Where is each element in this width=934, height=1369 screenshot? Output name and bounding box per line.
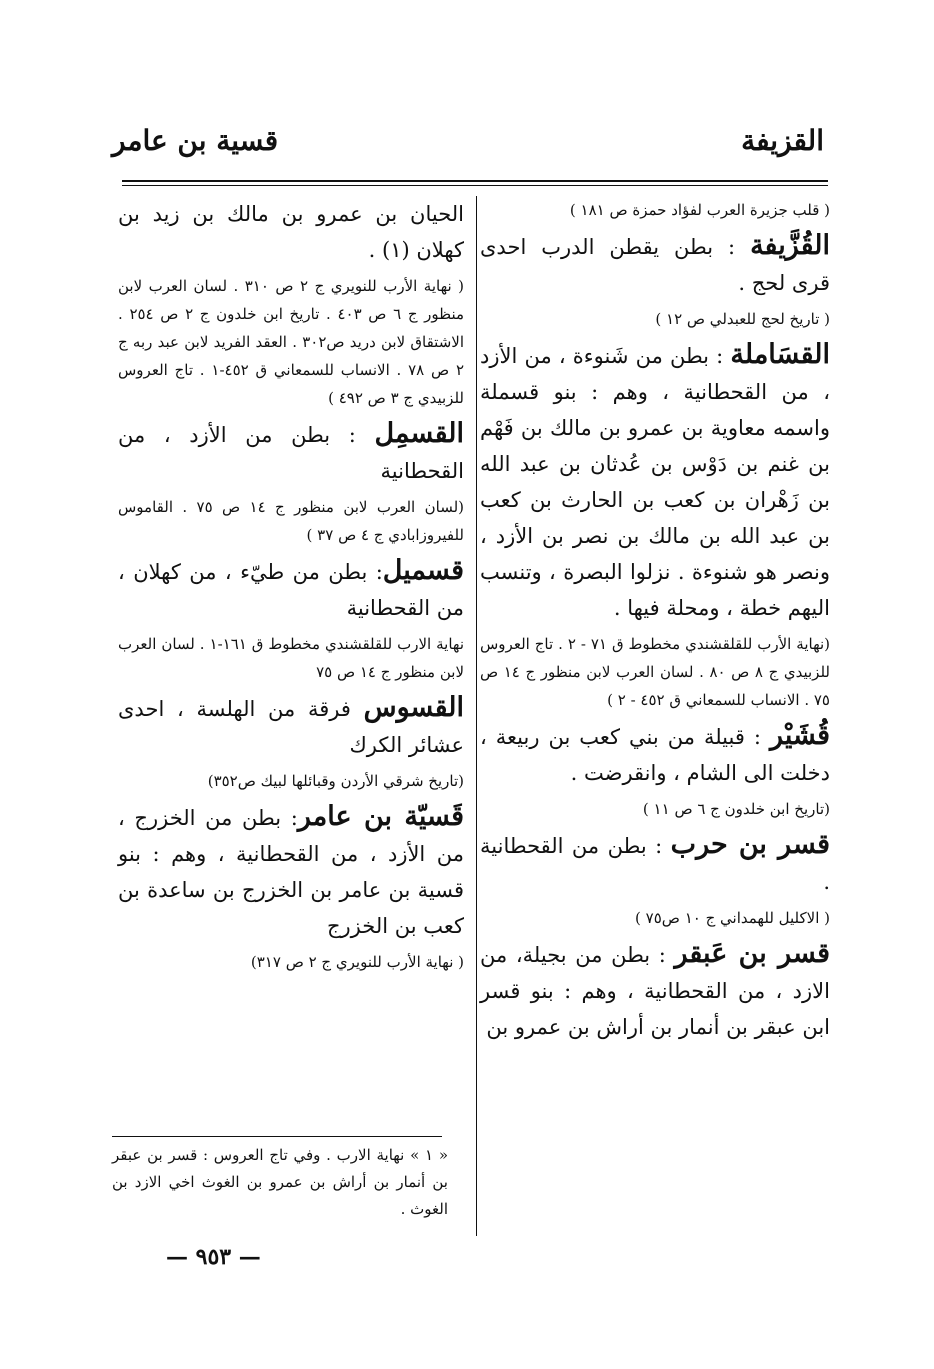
entry-headword: القسوس [363, 692, 464, 723]
entry-body: : بطن من الأزد ، من القحطانية [118, 423, 464, 483]
footnote: « ١ » نهاية الارب . وفي تاج العروس : قسر بن عبقر بن أنمار بن أراش بن عمرو بن الغوث اخي الازد بن الغوث . [112, 1146, 448, 1218]
dictionary-entry [118, 799, 464, 944]
right-column [480, 196, 830, 1049]
body-text: الحيان بن عمرو بن مالك بن زيد بن كهلان (١) . [118, 202, 464, 262]
header-rule-thin [122, 185, 828, 186]
entry-body: : بطن من الخزرج ، من الأزد ، من القحطانية ، وهم : بنو قسية بن عامر بن الخزرج بن ساعدة بن كعب بن الخزرج [118, 806, 464, 938]
header-right-title: القزيفة [741, 124, 824, 157]
entry-body: : بطن يقطن الدرب احدى قرى لحج . [480, 235, 830, 295]
source-citation: (نهاية الأرب للقلقشندي مخطوط ق ٧١ - ٢ . تاج العروس للزبيدي ج ٨ ص ٨٠ . لسان العرب لابن منظور ج ١٤ ص ٧٥ . الانساب للسمعاني ق ٤٥٢ - ٢ ) [480, 635, 831, 709]
source-citation: ( تاريخ لحج للعبدلي ص ١٢ ) [655, 310, 830, 328]
source-citation: ( الاكليل للهمداني ج ١٠ ص٧٥ ) [635, 909, 830, 927]
entry-body: : بطن من طيّء ، من كهلان ، من القحطانية [118, 560, 464, 620]
header-rule [122, 180, 828, 182]
entry-body: : بطن من القحطانية . [480, 834, 830, 894]
entry-headword: قَسيّة بن عامر [297, 801, 465, 832]
source-citation: (لسان العرب لابن منظور ج ١٤ ص ٧٥ . القاموس للفيروزابادي ج ٤ ص ٣٧ ) [118, 498, 464, 544]
entry-body: : بطن من بجيلة، من الازد ، من القحطانية ، وهم : بنو قسر ابن عبقر بن أنمار بن أراش بن عمرو بن [480, 943, 830, 1039]
footnote-rule [112, 1136, 442, 1137]
dictionary-entry [480, 936, 830, 1045]
dictionary-entry [118, 416, 464, 489]
entry-headword: قسر بن حرب [670, 829, 830, 860]
entry-body: : قبيلة من بني كعب بن ربيعة ، دخلت الى الشام ، وانقرضت . [480, 725, 830, 785]
dictionary-entry [480, 718, 830, 791]
dictionary-entry [118, 553, 464, 626]
dictionary-entry [480, 228, 830, 301]
entry-headword: القسَاملة [730, 339, 830, 370]
entry-headword: القسمِل [374, 418, 464, 449]
dictionary-entry [480, 337, 830, 626]
source-citation: نهاية الارب للقلقشندي مخطوط ق ١٦١-١ . لسان العرب لابن منظور ج ١٤ ص ٧٥ [118, 635, 464, 681]
source-citation: (تاريخ ابن خلدون ج ٦ ص ١١ ) [642, 800, 830, 818]
header-left-title: قسية بن عامر [112, 124, 279, 157]
source-citation: ( قلب جزيرة العرب لفؤاد حمزة ص ١٨١ ) [569, 201, 830, 219]
entry-headword: قسميل [382, 555, 464, 586]
source-citation: (تاريخ شرقي الأردن وقبائلها لبيك ص٣٥٢) [207, 772, 464, 790]
source-citation: ( نهاية الأرب للنويري ج ٢ ص ٣١٠ . لسان العرب لابن منظور ج ٦ ص ٤٠٣ . تاريخ ابن خلدون ج ٢ ص ٢٥٤ . الاشتقاق لابن دريد ص٣٠٢ . العقد الفريد لابن عبد ربه ج ٢ ص ٧٨ . الانساب للسمعاني ق ٤٥٢-١ . تاج العروس للزبيدي ج ٣ ص ٤٩٢ ) [118, 277, 465, 407]
entry-body: : بطن من شَنوءة ، من الأزد ، من القحطانية ، وهم : بنو قسملة واسمه معاوية بن عمرو بن مالك بن فَهْم بن غنم بن دَوْس بن عُدثان بن عبد الله بن زَهْران بن كعب بن الحارث بن كعب بن عبد الله بن مالك بن نصر بن الأزد ، ونصر هو شنوءة . نزلوا البصرة ، وتنسب اليهم خطة ، ومحلة فيها . [480, 344, 830, 620]
entry-body: فرقة من الهلسة ، احدى عشائر الكرك [118, 697, 464, 757]
source-citation: ( نهاية الأرب للنويري ج ٢ ص ٣١٧) [250, 953, 464, 971]
page-number: — ٩٥٣ — [166, 1244, 261, 1270]
dictionary-entry [480, 827, 830, 900]
left-column [118, 196, 464, 980]
entry-headword: القُزَّيفة [750, 230, 830, 261]
entry-headword: قُشَيْر [769, 720, 830, 751]
running-header [112, 118, 824, 182]
column-divider [476, 196, 477, 1236]
dictionary-entry [118, 690, 464, 763]
entry-headword: قسر بن عَبقر [674, 938, 830, 969]
